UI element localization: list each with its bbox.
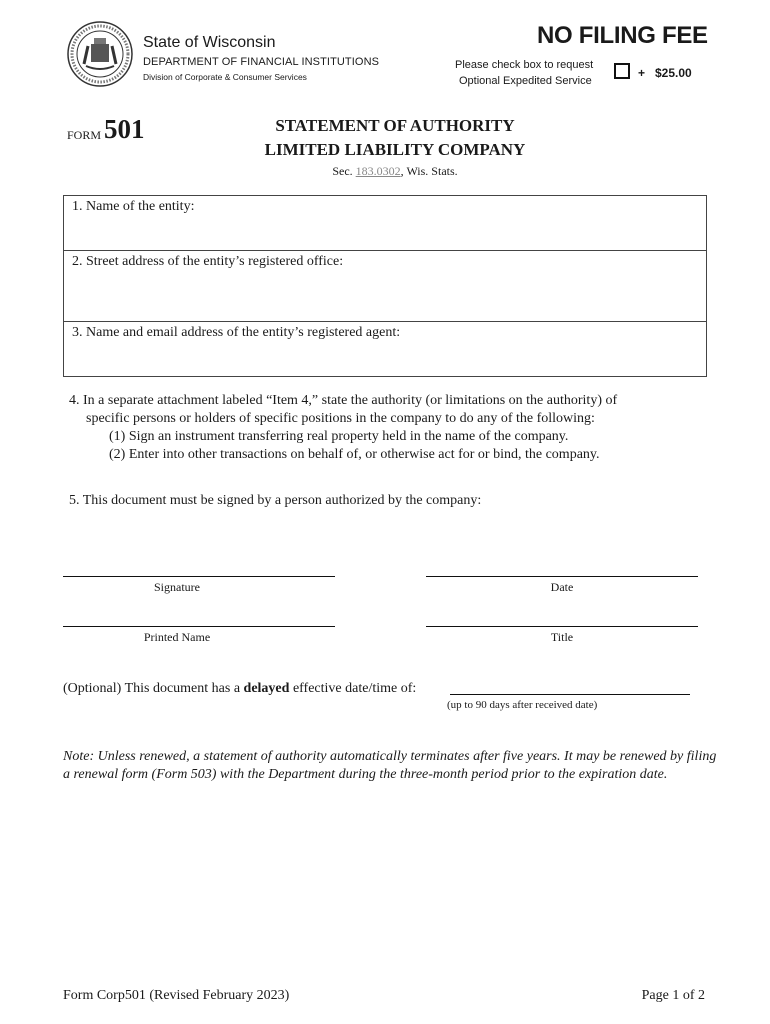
- printed-name-label: Printed Name: [143, 630, 211, 644]
- department-name: DEPARTMENT OF FINANCIAL INSTITUTIONS: [143, 56, 380, 68]
- statute-prefix: Sec.: [332, 164, 356, 178]
- page-number: Page 1 of 2: [641, 988, 705, 1003]
- item5-instructions: 5. This document must be signed by a person authorized by the company:: [69, 493, 482, 508]
- registered-office-row: [64, 251, 706, 322]
- statute-suffix: , Wis. Stats.: [400, 164, 458, 178]
- delayed-effective-date-text: [63, 681, 416, 697]
- no-filing-fee-heading: NO FILING FEE: [537, 22, 708, 49]
- registered-agent-label: 3. Name and email address of the entity’s registered agent:: [72, 325, 401, 340]
- expedite-fee: + $25.00: [638, 66, 692, 80]
- form-label: FORM: [67, 128, 102, 142]
- entity-name-row: [64, 196, 706, 251]
- item4-line1: 4. In a separate attachment labeled “Item 4,” state the authority (or limitations on the authority) of: [69, 393, 618, 408]
- state-seal-icon: [66, 20, 134, 88]
- statute-link[interactable]: 183.0302: [355, 164, 401, 178]
- item4-line4: (2) Enter into other transactions on behalf of, or otherwise act for or bind, the company.: [109, 447, 600, 462]
- title-label: Title: [550, 630, 574, 644]
- registered-office-input[interactable]: [72, 274, 698, 290]
- entity-name-input[interactable]: [72, 219, 698, 235]
- expedite-instruction-2: Optional Expedited Service: [459, 75, 592, 87]
- date-line[interactable]: [426, 576, 698, 577]
- expedite-instruction-1: Please check box to request: [455, 59, 594, 71]
- optional-suffix: effective date/time of:: [289, 681, 417, 696]
- entity-name-label: 1. Name of the entity:: [72, 199, 195, 214]
- form-number: 501: [104, 114, 145, 144]
- state-name: State of Wisconsin: [143, 34, 276, 51]
- printed-name-line[interactable]: [63, 626, 335, 627]
- registered-agent-row: [64, 322, 706, 376]
- delayed-date-hint: (up to 90 days after received date): [447, 699, 598, 711]
- form-title-line2: LIMITED LIABILITY COMPANY: [264, 140, 526, 159]
- signature-line[interactable]: [63, 576, 335, 577]
- optional-prefix: (Optional) This document has a: [63, 681, 244, 696]
- item4-line2: specific persons or holders of specific positions in the company to do any of the following:: [86, 411, 595, 426]
- form-id-footer: Form Corp501 (Revised February 2023): [63, 988, 290, 1003]
- date-label: Date: [550, 580, 574, 594]
- entity-fields-table: [63, 195, 707, 377]
- item4-line3: (1) Sign an instrument transferring real property held in the name of the company.: [109, 429, 569, 444]
- signature-label: Signature: [154, 580, 200, 594]
- division-name: Division of Corporate & Consumer Services: [143, 72, 307, 82]
- optional-bold: delayed: [243, 681, 290, 696]
- statute-reference: [0, 164, 770, 179]
- item4-instructions: [69, 392, 617, 464]
- form-title-line1: STATEMENT OF AUTHORITY: [275, 116, 515, 135]
- registered-agent-input[interactable]: [72, 345, 698, 361]
- delayed-date-line[interactable]: [450, 694, 690, 695]
- renewal-note: Note: Unless renewed, a statement of authority automatically terminates after five years. It may be renewed by filing a renewal form (Form 503) with the Department during the three-month period prior to the expiration date.: [63, 749, 717, 782]
- expedite-checkbox[interactable]: [614, 63, 630, 79]
- registered-office-label: 2. Street address of the entity’s registered office:: [72, 254, 344, 269]
- title-line[interactable]: [426, 626, 698, 627]
